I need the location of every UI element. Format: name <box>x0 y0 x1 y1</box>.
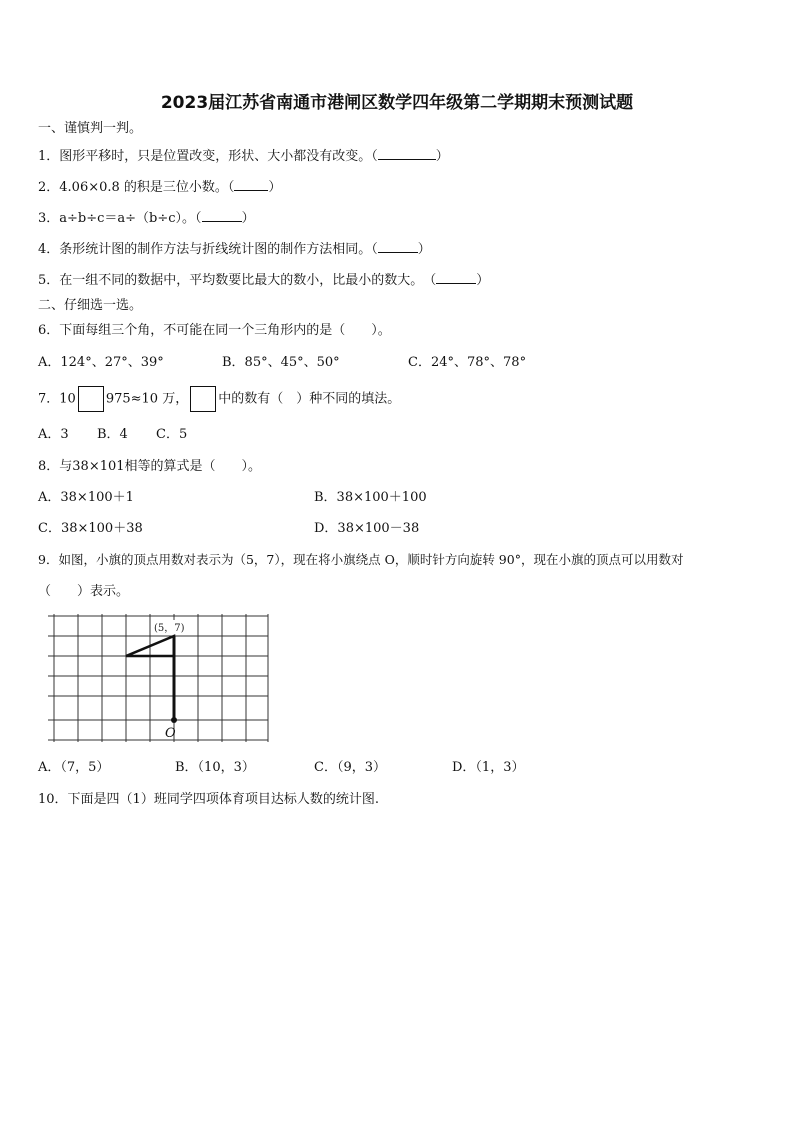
bracket-close: ） <box>268 180 282 195</box>
question-7-prefix: 7．10 <box>38 391 76 407</box>
question-7-suffix: 中的数有（ ）种不同的填法。 <box>218 391 401 407</box>
question-9-continued: （ ）表示。 <box>38 584 130 599</box>
digit-box <box>190 386 216 412</box>
option-a[interactable]: A．124°、27°、39° <box>38 355 164 370</box>
section-1-heading: 一、谨慎判一判。 <box>38 121 143 136</box>
question-5-text: 5．在一组不同的数据中，平均数要比最大的数小，比最小的数大。 （ <box>38 273 437 288</box>
question-7 <box>38 386 400 413</box>
section-2-heading: 二、仔细选一选。 <box>38 298 143 313</box>
option-c[interactable]: C．24°、78°、78° <box>408 355 527 370</box>
question-9: 9．如图，小旗的顶点用数对表示为（5，7），现在将小旗绕点 O，顺时针方向旋转 90°，现在小旗的顶点可以用数对 <box>38 552 684 567</box>
option-b[interactable]: B．（10，3） <box>175 760 255 775</box>
answer-blank[interactable] <box>234 178 268 191</box>
option-c[interactable]: C．38×100＋38 <box>38 521 143 536</box>
question-4-text: 4．条形统计图的制作方法与折线统计图的制作方法相同。（ <box>38 242 378 257</box>
bracket-close: ） <box>241 211 255 226</box>
page-title: 2023届江苏省南通市港闸区数学四年级第二学期期末预测试题 <box>160 93 634 113</box>
option-a[interactable]: A．38×100＋1 <box>38 490 134 505</box>
bracket-close: ） <box>476 273 490 288</box>
question-7-mid: 975≈10 万， <box>105 391 189 407</box>
option-b[interactable]: B．4 <box>97 427 128 442</box>
option-c[interactable]: C．5 <box>156 427 188 442</box>
option-b[interactable]: B．38×100＋100 <box>314 490 427 505</box>
digit-box[interactable] <box>78 386 104 412</box>
option-b[interactable]: B．85°、45°、50° <box>222 355 340 370</box>
option-a[interactable]: A．3 <box>38 427 69 442</box>
question-4 <box>38 240 431 258</box>
origin-label: O <box>165 726 176 741</box>
question-10: 10．下面是四（1）班同学四项体育项目达标人数的统计图. <box>38 792 379 807</box>
answer-blank[interactable] <box>202 209 242 222</box>
question-3 <box>38 209 255 227</box>
question-3-text: 3．a÷b÷c＝a÷（b÷c）。（ <box>38 211 202 226</box>
option-d[interactable]: D．38×100－38 <box>314 521 420 536</box>
bracket-close: ） <box>435 149 449 164</box>
answer-blank[interactable] <box>378 240 418 253</box>
vertex-label: (5，7) <box>154 623 185 634</box>
option-d[interactable]: D．（1，3） <box>452 760 525 775</box>
flag-grid-figure <box>48 612 274 748</box>
question-1 <box>38 147 449 165</box>
answer-blank[interactable] <box>436 271 476 284</box>
question-5 <box>38 271 489 289</box>
origin-point <box>171 717 177 723</box>
question-8: 8．与38×101相等的算式是（ ）。 <box>38 459 262 474</box>
question-2 <box>38 178 281 196</box>
question-6: 6．下面每组三个角，不可能在同一个三角形内的是（ ）。 <box>38 323 391 338</box>
question-2-text: 2．4.06×0.8 的积是三位小数。（ <box>38 180 235 195</box>
option-c[interactable]: C．（9，3） <box>314 760 386 775</box>
answer-blank[interactable] <box>378 147 436 160</box>
bracket-close: ） <box>417 242 431 257</box>
option-a[interactable]: A．（7，5） <box>38 760 110 775</box>
question-1-text: 1．图形平移时，只是位置改变，形状、大小都没有改变。（ <box>38 149 378 164</box>
